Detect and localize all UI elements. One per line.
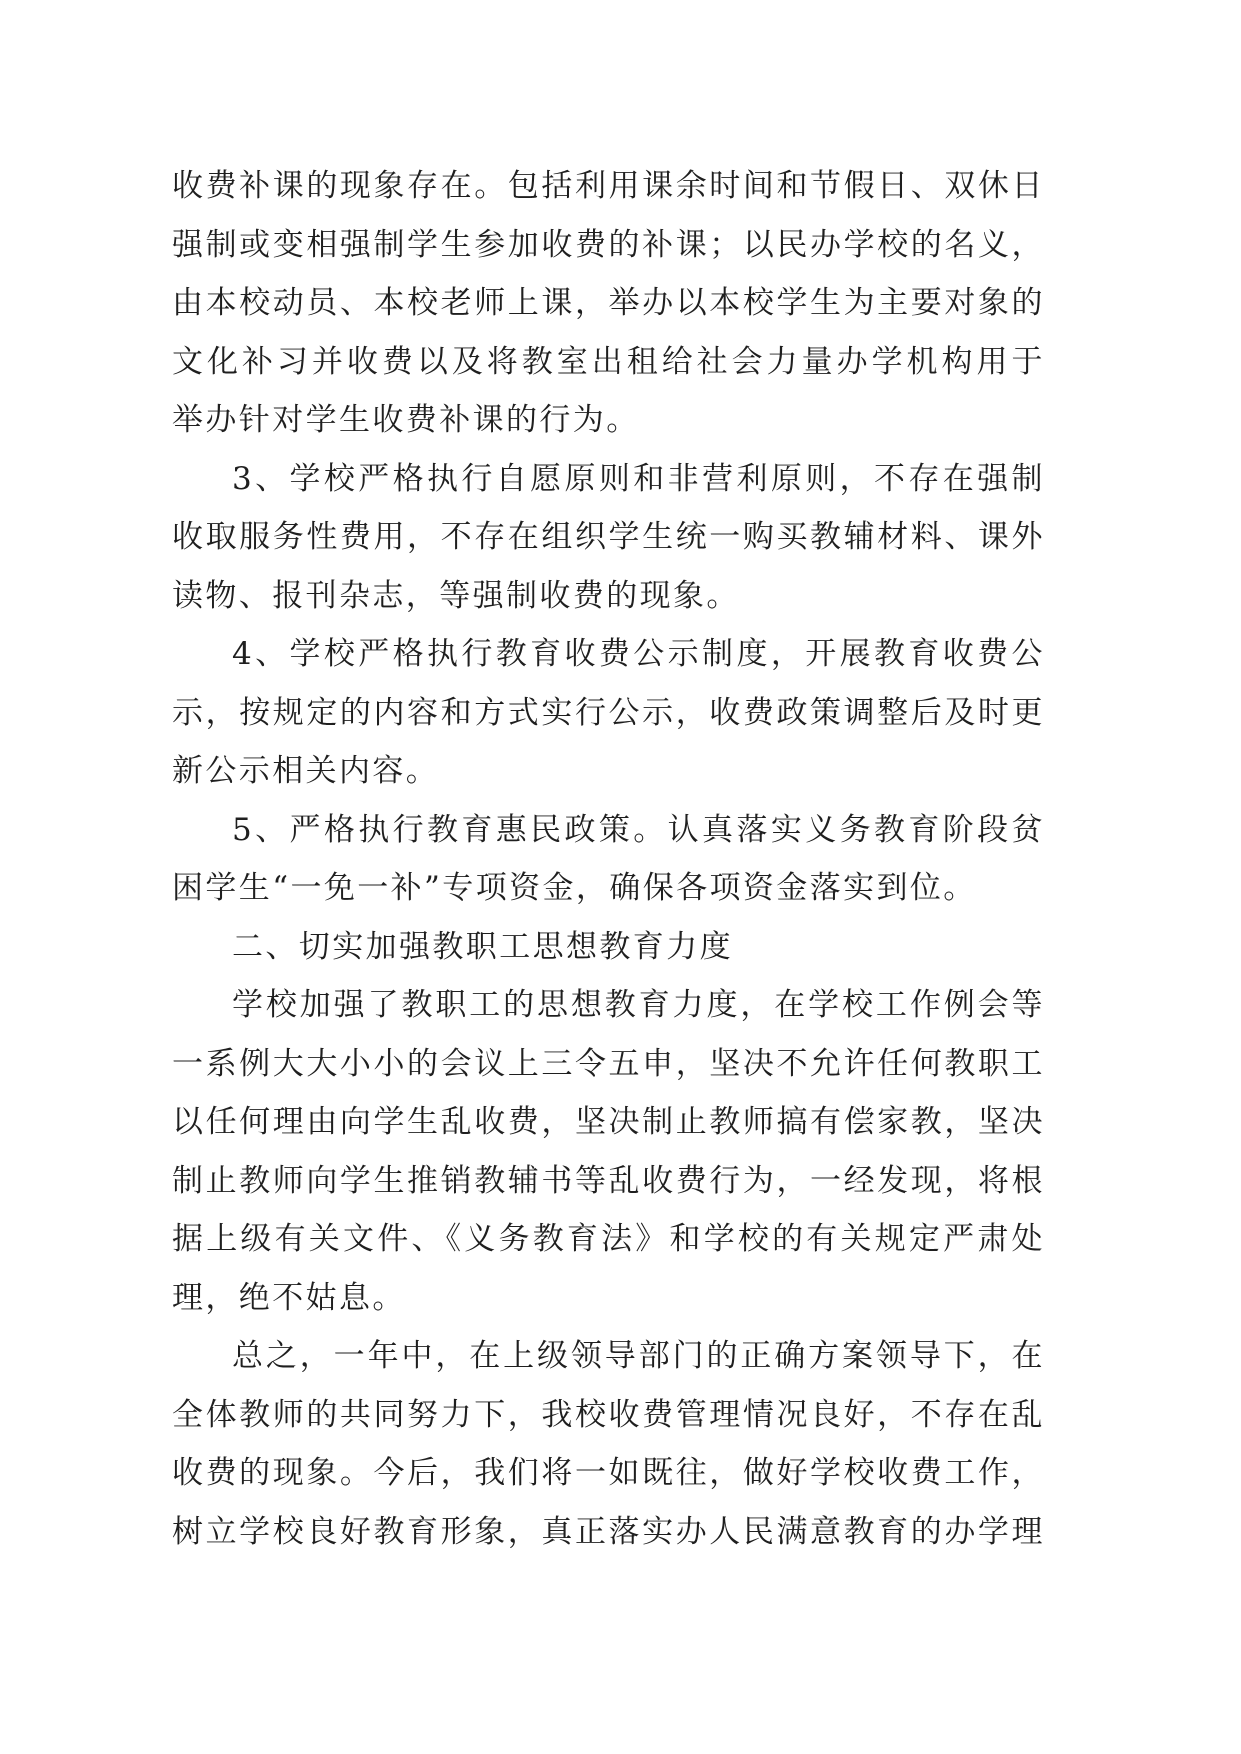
text-line: 以任何理由向学生乱收费，坚决制止教师搞有偿家教，坚决	[172, 1104, 1044, 1140]
document-body	[172, 157, 1044, 1561]
section-heading	[172, 918, 1044, 977]
text-line: 树立学校良好教育形象，真正落实办人民满意教育的办学理	[172, 1513, 1044, 1550]
paragraph	[172, 801, 1044, 918]
paragraph	[172, 1327, 1044, 1561]
text-line: 举办针对学生收费补课的行为。	[172, 402, 640, 438]
text-line: 4、学校严格执行教育收费公示制度，开展教育收费公	[232, 636, 1044, 672]
text-line: 读物、报刊杂志，等强制收费的现象。	[172, 577, 740, 614]
text-line: 新公示相关内容。	[172, 753, 440, 789]
paragraph	[172, 157, 1044, 450]
text-line: 据上级有关文件、《义务教育法》和学校的有关规定严肃处	[172, 1221, 1044, 1257]
text-line: 总之，一年中，在上级领导部门的正确方案领导下，在	[232, 1338, 1044, 1374]
text-line: 收费的现象。今后，我们将一如既往，做好学校收费工作，	[172, 1455, 1044, 1491]
text-line: 示，按规定的内容和方式实行公示，收费政策调整后及时更	[172, 694, 1044, 731]
text-line: 困学生“一免一补”专项资金，确保各项资金落实到位。	[172, 870, 977, 906]
text-line: 强制或变相强制学生参加收费的补课；以民办学校的名义，	[172, 226, 1044, 263]
text-line: 理，绝不姑息。	[172, 1279, 406, 1316]
text-line: 3、学校严格执行自愿原则和非营利原则，不存在强制	[232, 460, 1044, 497]
text-line: 一系例大大小小的会议上三令五申，坚决不允许任何教职工	[172, 1045, 1044, 1082]
text-line: 二、切实加强教职工思想教育力度	[232, 928, 733, 965]
text-line: 制止教师向学生推销教辅书等乱收费行为，一经发现，将根	[172, 1162, 1044, 1199]
text-line: 由本校动员、本校老师上课，举办以本校学生为主要对象的	[172, 285, 1044, 321]
text-line: 学校加强了教职工的思想教育力度，在学校工作例会等	[232, 987, 1044, 1023]
text-line: 收费补课的现象存在。包括利用课余时间和节假日、双休日	[172, 168, 1044, 204]
text-line: 全体教师的共同努力下，我校收费管理情况良好，不存在乱	[172, 1396, 1044, 1433]
text-line: 文化补习并收费以及将教室出租给社会力量办学机构用于	[172, 343, 1044, 380]
paragraph	[172, 976, 1044, 1327]
text-line: 5、严格执行教育惠民政策。认真落实义务教育阶段贫	[232, 811, 1044, 848]
paragraph	[172, 625, 1044, 801]
paragraph	[172, 450, 1044, 626]
text-line: 收取服务性费用，不存在组织学生统一购买教辅材料、课外	[172, 519, 1044, 555]
